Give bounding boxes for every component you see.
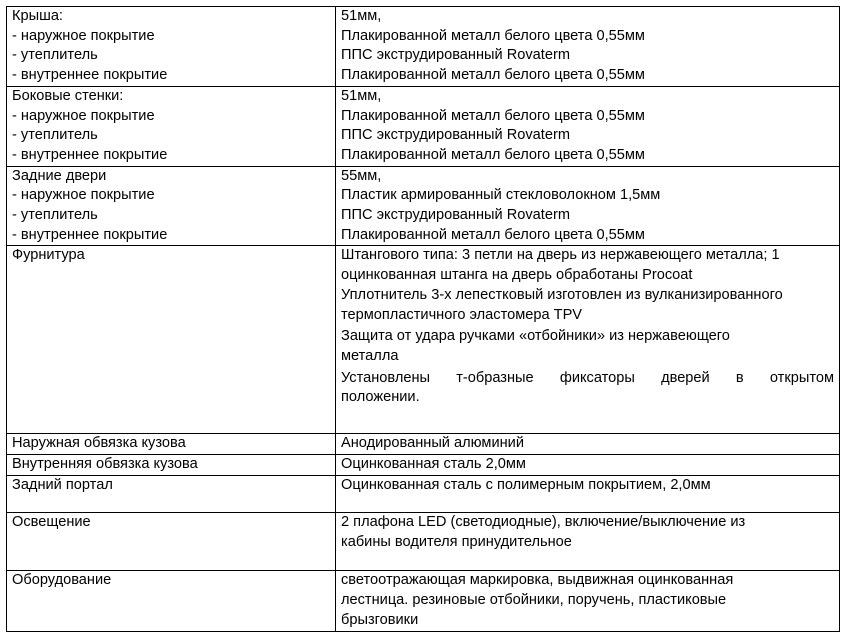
label-line: - наружное покрытие (12, 27, 155, 44)
label-line: - внутреннее покрытие (12, 226, 168, 243)
label-line: Крыша: (12, 8, 63, 24)
table-row (7, 7, 840, 87)
row-value-cell (336, 571, 840, 631)
value-line: положении. (341, 389, 420, 406)
table-row (7, 571, 840, 631)
value-line: ППС экструдированный Rovaterm (341, 127, 570, 144)
row-label-cell (7, 476, 336, 513)
value-line: Плакированной металл белого цвета 0,55мм (341, 27, 645, 44)
row-label-cell (7, 7, 336, 87)
value-line: кабины водителя принудительное (341, 534, 572, 551)
row-label-cell (7, 166, 336, 246)
label-line: - наружное покрытие (12, 107, 155, 124)
value-line: Уплотнитель 3-х лепестковый изготовлен из вулканизированного (341, 286, 783, 303)
row-value-cell (336, 7, 840, 87)
label-line: - наружное покрытие (12, 187, 155, 204)
label-line: - внутреннее покрытие (12, 67, 168, 84)
value-line: лестница. резиновые отбойники, поручень, пластиковые (341, 592, 727, 609)
value-line: 55мм, (341, 167, 382, 184)
label-line: Фурнитура (12, 247, 85, 264)
row-value-cell (336, 434, 840, 455)
label-line: Задние двери (12, 167, 107, 184)
row-label-cell (7, 434, 336, 455)
value-line: Штангового типа: 3 петли на дверь из нержавеющего металла; 1 (341, 247, 780, 264)
specification-table (6, 6, 840, 632)
row-value-cell (336, 246, 840, 434)
label-line: Задний портал (12, 477, 113, 494)
value-line: оцинкованная штанга на дверь обработаны Procoat (341, 267, 693, 284)
value-line: Плакированной металл белого цвета 0,55мм (341, 146, 645, 163)
value-line: Оцинкованная сталь с полимерным покрытием, 2,0мм (341, 477, 711, 494)
value-line: термопластичного эластомера TPV (341, 306, 583, 323)
value-line: Установлены т-образные фиксаторы дверей в открытом (341, 369, 834, 386)
row-value-cell (336, 86, 840, 166)
value-line: ППС экструдированный Rovaterm (341, 47, 570, 64)
row-label-cell (7, 86, 336, 166)
label-line: - утеплитель (12, 47, 98, 64)
row-value-cell (336, 455, 840, 476)
value-line: брызговики (341, 611, 419, 628)
label-line: Внутренняя обвязка кузова (12, 456, 198, 473)
value-line: Плакированной металл белого цвета 0,55мм (341, 107, 645, 124)
table-row (7, 455, 840, 476)
table-row (7, 434, 840, 455)
value-line: 51мм, (341, 87, 382, 104)
value-line: Плакированной металл белого цвета 0,55мм (341, 226, 645, 243)
table-row (7, 513, 840, 571)
table-row (7, 166, 840, 246)
label-line: Освещение (12, 514, 91, 531)
label-line: Боковые стенки: (12, 87, 124, 104)
row-label-cell (7, 513, 336, 571)
table-row (7, 246, 840, 434)
label-line: - утеплитель (12, 207, 98, 224)
value-line: 51мм, (341, 8, 382, 24)
row-label-cell (7, 455, 336, 476)
row-value-cell (336, 476, 840, 513)
table-row (7, 476, 840, 513)
value-line: ППС экструдированный Rovaterm (341, 207, 570, 224)
value-line: светоотражающая маркировка, выдвижная оцинкованная (341, 572, 734, 589)
value-line: 2 плафона LED (светодиодные), включение/выключение из (341, 514, 746, 531)
value-line: Защита от удара ручками «отбойники» из нержавеющего (341, 328, 730, 345)
value-line: Оцинкованная сталь 2,0мм (341, 456, 526, 473)
value-line: Анодированный алюминий (341, 435, 524, 452)
label-line: - внутреннее покрытие (12, 146, 168, 163)
row-label-cell (7, 571, 336, 631)
label-line: - утеплитель (12, 127, 98, 144)
label-line: Оборудование (12, 572, 112, 589)
value-line: металла (341, 347, 399, 364)
value-line: Пластик армированный стекловолокном 1,5мм (341, 187, 661, 204)
row-label-cell (7, 246, 336, 434)
value-line: Плакированной металл белого цвета 0,55мм (341, 67, 645, 84)
row-value-cell (336, 513, 840, 571)
label-line: Наружная обвязка кузова (12, 435, 186, 452)
row-value-cell (336, 166, 840, 246)
table-row (7, 86, 840, 166)
